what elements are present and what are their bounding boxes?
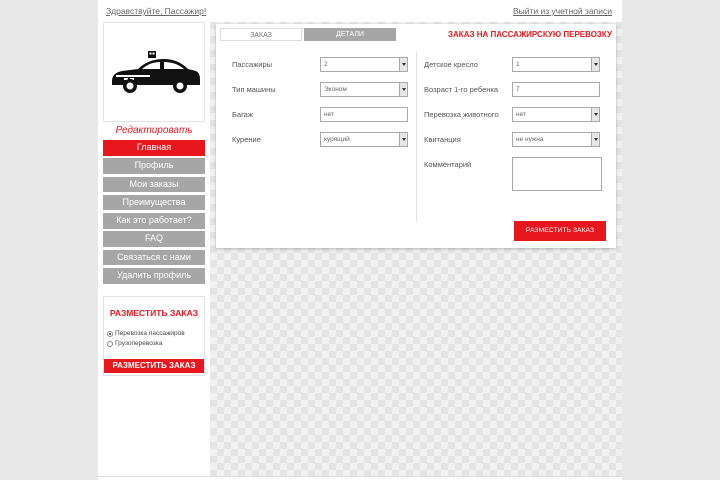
- quick-order-box: [103, 296, 205, 376]
- comment-textarea[interactable]: [512, 157, 602, 191]
- chevron-down-icon[interactable]: [591, 133, 599, 146]
- submit-order-button[interactable]: РАЗМЕСТИТЬ ЗАКАЗ: [514, 221, 606, 241]
- child-seat-label: Детское кресло: [424, 60, 478, 69]
- radio-cargo[interactable]: [107, 340, 162, 347]
- child-seat-select[interactable]: [512, 57, 600, 72]
- pet-transport-label: Перевозка животного: [424, 110, 499, 119]
- luggage-label: Багаж: [232, 110, 253, 119]
- passengers-label: Пассажиры: [232, 60, 273, 69]
- chevron-down-icon[interactable]: [399, 133, 407, 146]
- tab-order[interactable]: ЗАКАЗ: [220, 28, 302, 41]
- pet-transport-select[interactable]: [512, 107, 600, 122]
- sidebar-item-profile[interactable]: Профиль: [103, 158, 205, 174]
- sidebar-item-delete-profile[interactable]: Удалить профиль: [103, 268, 205, 284]
- footer-divider: [98, 476, 622, 477]
- child-seat-value: 1: [516, 61, 520, 68]
- child-age-label: Возраст 1-го ребенка: [424, 85, 499, 94]
- receipt-value: не нужна: [516, 136, 544, 143]
- luggage-value: нет: [324, 111, 334, 118]
- car-type-select[interactable]: [320, 82, 408, 97]
- radio-passengers[interactable]: [107, 330, 185, 337]
- radio-checked-icon[interactable]: [107, 331, 113, 337]
- quick-order-title: РАЗМЕСТИТЬ ЗАКАЗ: [109, 308, 199, 318]
- receipt-label: Квитанция: [424, 135, 461, 144]
- passengers-select[interactable]: [320, 57, 408, 72]
- receipt-select[interactable]: [512, 132, 600, 147]
- luggage-input[interactable]: [320, 107, 408, 122]
- avatar: [103, 22, 205, 122]
- sidebar-item-faq[interactable]: FAQ: [103, 231, 205, 247]
- chevron-down-icon[interactable]: [399, 58, 407, 71]
- column-divider: [416, 52, 417, 222]
- passengers-value: 2: [324, 61, 328, 68]
- order-form-card: [216, 24, 616, 248]
- top-bar: [106, 6, 612, 20]
- comment-label: Комментарий: [424, 160, 472, 169]
- form-title: ЗАКАЗ НА ПАССАЖИРСКУЮ ПЕРЕВОЗКУ: [448, 30, 612, 39]
- quick-order-button[interactable]: РАЗМЕСТИТЬ ЗАКАЗ: [104, 359, 204, 373]
- smoking-value: курящий: [324, 136, 350, 143]
- car-type-label: Тип машины: [232, 85, 276, 94]
- edit-profile-link[interactable]: Редактировать: [115, 125, 193, 136]
- tab-details[interactable]: ДЕТАЛИ: [304, 28, 396, 41]
- pet-transport-value: нет: [516, 111, 526, 118]
- smoking-label: Курение: [232, 135, 261, 144]
- sidebar-item-advantages[interactable]: Преимущества: [103, 195, 205, 211]
- radio-passengers-label: Перевозка пассажиров: [115, 330, 185, 337]
- car-type-value: Эконом: [324, 86, 347, 93]
- radio-unchecked-icon[interactable]: [107, 341, 113, 347]
- sidebar-item-contact[interactable]: Связаться с нами: [103, 250, 205, 266]
- greeting-link[interactable]: Здравствуйте, Пассажир!: [106, 6, 207, 16]
- sidebar-item-how-it-works[interactable]: Как это работает?: [103, 213, 205, 229]
- radio-cargo-label: Грузоперевозка: [115, 340, 163, 347]
- taxi-car-icon: [108, 45, 202, 101]
- sidebar-item-home[interactable]: Главная: [103, 140, 205, 156]
- sidebar-item-my-orders[interactable]: Мои заказы: [103, 177, 205, 193]
- chevron-down-icon[interactable]: [399, 83, 407, 96]
- chevron-down-icon[interactable]: [591, 58, 599, 71]
- child-age-input[interactable]: [512, 82, 600, 97]
- logout-link[interactable]: Выйти из учетной записи: [512, 6, 612, 16]
- smoking-select[interactable]: [320, 132, 408, 147]
- chevron-down-icon[interactable]: [591, 108, 599, 121]
- child-age-value: 7: [516, 86, 520, 93]
- sidebar-menu: [103, 140, 205, 286]
